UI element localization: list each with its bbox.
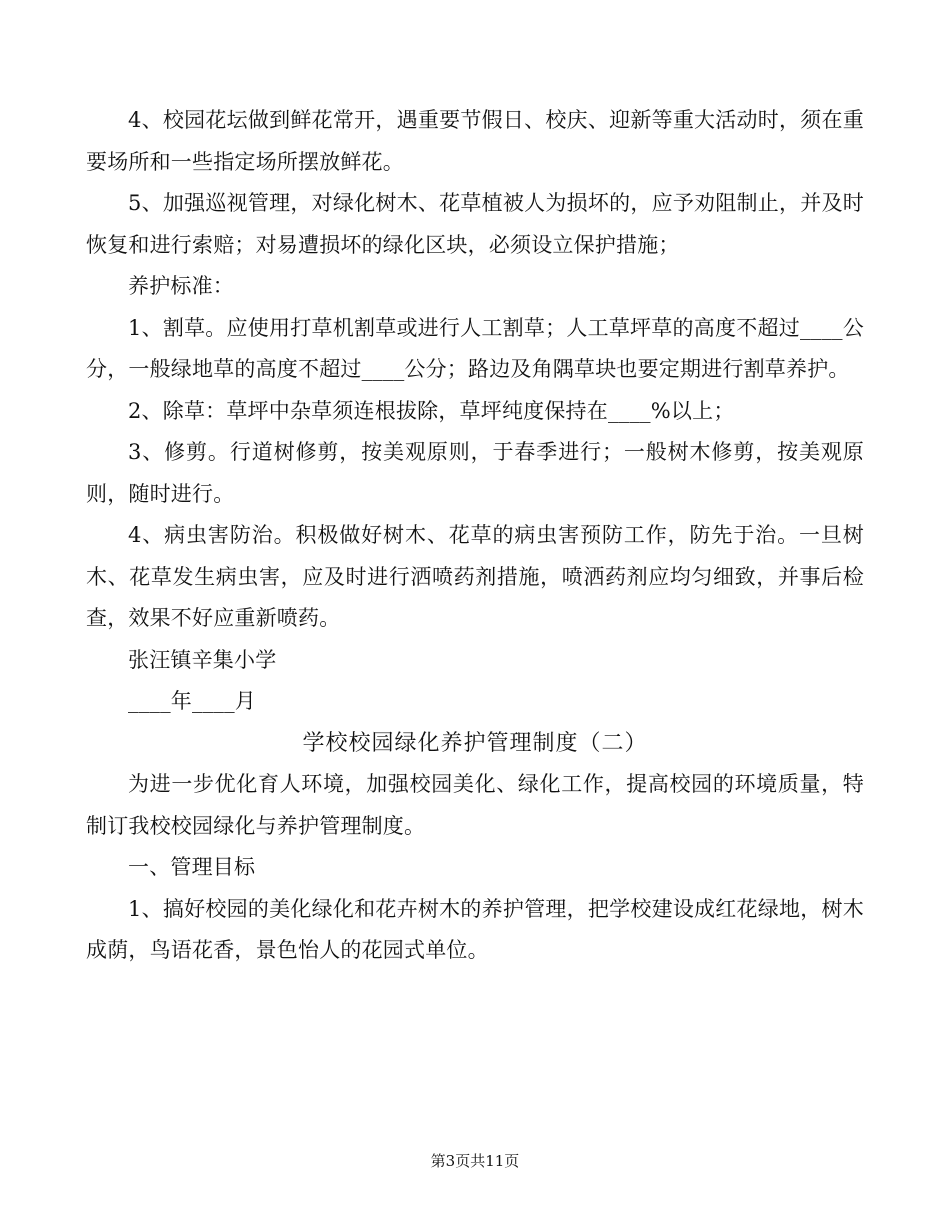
heading-maintenance-standards: 养护标准： [128, 274, 234, 298]
document-body [86, 100, 864, 972]
signature-school-name: 张汪镇辛集小学 [128, 647, 277, 672]
paragraph-goal-1: 1、搞好校园的美化绿化和花卉树木的养护管理，把学校建设成红花绿地，树木成荫，鸟语花香，景色怡人的花园式单位。 [86, 896, 864, 962]
page-number-footer: 第3页共11页 [430, 1152, 520, 1170]
paragraph-flower-beds: 4、校园花坛做到鲜花常开，遇重要节假日、校庆、迎新等重大活动时，须在重要场所和一些指定场所摆放鲜花。 [86, 108, 864, 174]
heading-management-goals: 一、管理目标 [128, 855, 256, 879]
paragraph-mowing: 1、割草。应使用打草机割草或进行人工割草；人工草坪草的高度不超过____公分，一般绿地草的高度不超过____公分；路边及角隅草块也要定期进行割草养护。 [86, 315, 864, 381]
paragraph-introduction: 为进一步优化育人环境，加强校园美化、绿化工作，提高校园的环境质量，特制订我校校园绿化与养护管理制度。 [86, 772, 864, 838]
section-title: 学校校园绿化养护管理制度（二） [302, 730, 648, 756]
signature-date: ____年____月 [128, 689, 256, 713]
paragraph-weeding: 2、除草：草坪中杂草须连根拔除，草坪纯度保持在____%以上； [128, 398, 735, 423]
paragraph-pruning: 3、修剪。行道树修剪，按美观原则，于春季进行；一般树木修剪，按美观原则，随时进行。 [86, 440, 864, 506]
paragraph-patrol-management: 5、加强巡视管理，对绿化树木、花草植被人为损坏的，应予劝阻制止，并及时恢复和进行索赔；对易遭损坏的绿化区块，必须设立保护措施； [86, 191, 864, 257]
paragraph-pest-control: 4、病虫害防治。积极做好树木、花草的病虫害预防工作，防先于治。一旦树木、花草发生病虫害，应及时进行洒喷药剂措施，喷洒药剂应均匀细致，并事后检查，效果不好应重新喷药。 [86, 523, 864, 630]
